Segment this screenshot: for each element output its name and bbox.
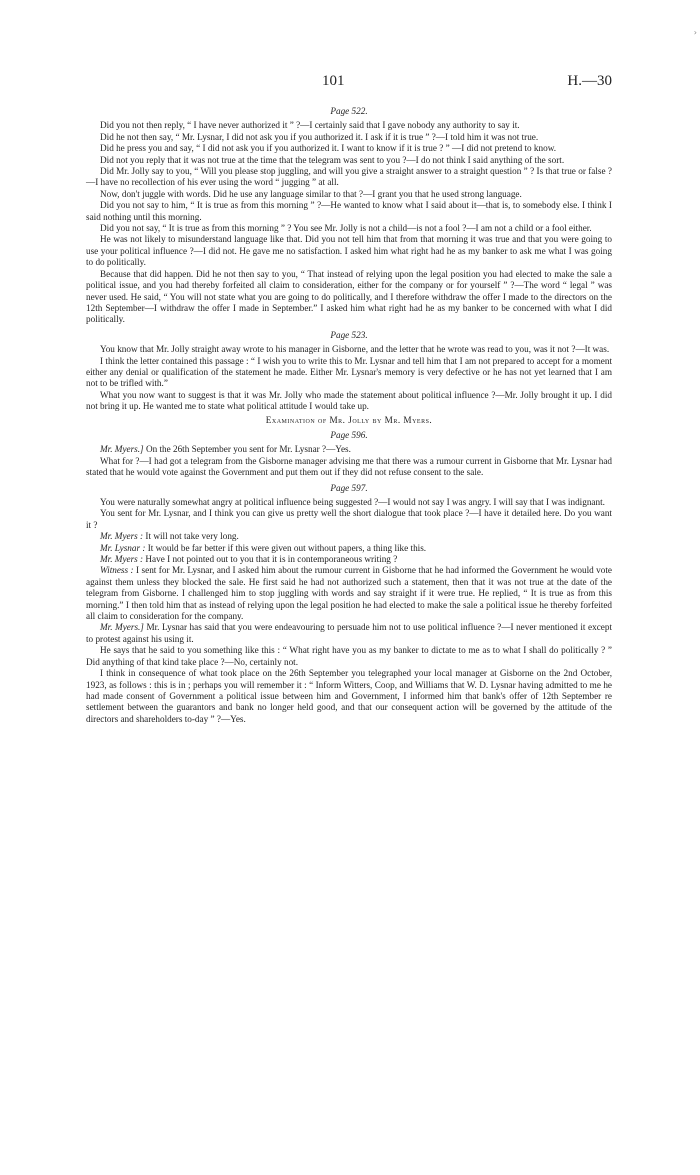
series-number: H.—30: [567, 73, 612, 89]
paragraph: [86, 189, 612, 200]
paragraph-text: It would be far better if this were given out without papers, a thing like this.: [145, 542, 427, 553]
page-reference: Page 522.: [330, 106, 368, 116]
document-body: [86, 106, 612, 725]
speaker-label: Mr. Lysnar :: [100, 542, 146, 553]
paragraph: [86, 565, 612, 622]
paragraph-text: I think the letter contained this passage : “ I wish you to write this to Mr. Lysnar and tell him that I am not prepared to accept for a moment either any denial or qualification of the statement he made. Either Mr. Lysnar's memory is very defective or he has not yet learned that I am not to be trifled with.”: [86, 355, 612, 389]
page-reference: Page 523.: [330, 329, 368, 340]
paragraph: [86, 132, 612, 143]
document-page: [86, 73, 612, 725]
paragraph: [86, 554, 612, 565]
page-reference: Page 597.: [330, 482, 368, 493]
paragraph-text: You sent for Mr. Lysnar, and I think you can give us pretty well the short dialogue that took place ?—I have it detailed here. Do you want it ?: [86, 508, 612, 530]
paragraph: [86, 543, 612, 554]
paragraph-text: Did you not say, “ It is true as from this morning ” ? You see Mr. Jolly is not a child—is not a fool ?—I am not a child or a fool either.: [100, 223, 592, 234]
section: [86, 106, 612, 326]
paragraph-text: Did he press you and say, “ I did not ask you if you authorized it. I want to know if it is true ? ” —I did not pretend to know.: [100, 143, 557, 154]
paragraph: [86, 269, 612, 326]
section: [86, 330, 612, 413]
section: [86, 483, 612, 726]
paragraph: [86, 622, 612, 645]
page-reference: Page 596.: [330, 429, 368, 440]
paragraph: [86, 456, 612, 479]
paragraph: [86, 356, 612, 390]
margin-mark: ›: [693, 28, 697, 37]
paragraph: [86, 645, 612, 668]
paragraph: [86, 143, 612, 154]
paragraph-text: Now, don't juggle with words. Did he use any language similar to that ?—I grant you that he used strong language.: [100, 188, 522, 199]
speaker-label: Mr. Myers :: [100, 554, 144, 565]
paragraph: [86, 344, 612, 355]
paragraph-text: Did you not say to him, “ It is true as from this morning ” ?—He wanted to know what I said about it—that is, to somebody else. I think I said nothing until this morning.: [86, 200, 612, 222]
speaker-label: Mr. Myers :: [100, 531, 144, 542]
paragraph-text: Because that did happen. Did he not then say to you, “ That instead of relying upon the legal position you had elected to make the sale a political issue, and you had thereby forfeited all claim to consideration, either for the company or for yourself ” ?—The word “ legal ” was never used. He said, “ You will not state what you are going to do politically, and I therefore withdraw the offer I made to the directors on the 12th September—I withdraw the offer I made in September.” I asked him what right had he as my banker to be concerned with what I did politically.: [86, 268, 612, 325]
paragraph: [86, 120, 612, 131]
paragraph-text: You were naturally somewhat angry at political influence being suggested ?—I would not say I was angry. I will say that I was indignant.: [100, 497, 605, 507]
paragraph: [86, 444, 612, 455]
paragraph-text: I sent for Mr. Lysnar, and I asked him about the rumour current in Gisborne that he had informed the Government he would vote against them unless they blocked the sale. He first said he had not authorized such a statement, then that it was not true at the date of the telegram from Gisborne. I challenged him to stop juggling with words and say straight if it were true. He replied, “ It is true as from this morning.” I then told him that as instead of relying upon the legal position he had elected to make the sale a political issue he thereby forfeited all claim to consideration for the company.: [86, 565, 612, 622]
paragraph: [86, 508, 612, 531]
section: [86, 415, 612, 479]
paragraph: [86, 166, 612, 189]
paragraph-text: He says that he said to you something like this : “ What right have you as my banker to dictate to me as to what I shall do politically ? ” Did anything of that kind take place ?—No, certainly not.: [86, 645, 612, 667]
paragraph-text: It will not take very long.: [143, 531, 239, 542]
paragraph-text: You know that Mr. Jolly straight away wrote to his manager in Gisborne, and the letter that he wrote was read to you, was it not ?—It was.: [100, 344, 610, 355]
paragraph: [86, 223, 612, 234]
paragraph-text: Did you not then reply, “ I have never authorized it ” ?—I certainly said that I gave nobody any authority to say it.: [100, 120, 520, 131]
paragraph-text: What you now want to suggest is that it was Mr. Jolly who made the statement about political influence ?—Mr. Jolly brought it up. I did not bring it up. He wanted me to state what political attitude I would take up.: [86, 389, 612, 412]
paragraph-text: What for ?—I had got a telegram from the Gisborne manager advising me that there was a rumour current in Gisborne that Mr. Lysnar had stated that he would vote against the Government and put them out if they did not refuse consent to the sale.: [86, 455, 612, 478]
paragraph: [86, 200, 612, 223]
page-header: [86, 73, 612, 102]
paragraph-text: Have I not pointed out to you that it is in contemporaneous writing ?: [143, 554, 398, 565]
speaker-label: Mr. Myers.]: [100, 622, 144, 633]
paragraph: [86, 390, 612, 413]
paragraph-text: Did Mr. Jolly say to you, “ Will you please stop juggling, and will you give a straight answer to a straight question ” ? Is that true or false ?—I have no recollection of his ever using the word “ jugging ” at all.: [86, 166, 612, 188]
paragraph: [86, 234, 612, 268]
section-heading: Examination of Mr. Jolly by Mr. Myers.: [265, 414, 433, 425]
speaker-label: Witness :: [100, 565, 134, 576]
paragraph-text: He was not likely to misunderstand language like that. Did you not tell him that from that morning it was true and that you were going to use your political influence ?—I did not. He gave me no satisfaction. I asked him what right had he as my banker to ask me what I was going to do politically.: [86, 234, 612, 268]
paragraph: [86, 155, 612, 166]
paragraph-text: On the 26th September you sent for Mr. Lysnar ?—Yes.: [143, 444, 351, 455]
paragraph: [86, 531, 612, 542]
page-number: 101: [322, 73, 345, 89]
paragraph: [86, 497, 612, 508]
paragraph-text: Did he not then say, “ Mr. Lysnar, I did not ask you if you authorized it. I ask if it is true ” ?—I told him it was not true.: [100, 131, 539, 142]
paragraph-text: Mr. Lysnar has said that you were endeavouring to persuade him not to use political influence ?—I never mentioned it except to protest against his using it.: [86, 622, 612, 644]
speaker-label: Mr. Myers.]: [100, 444, 144, 455]
paragraph: [86, 668, 612, 725]
paragraph-text: Did not you reply that it was not true at the time that the telegram was sent to you ?—I do not think I said anything of the sort.: [100, 154, 565, 165]
paragraph-text: I think in consequence of what took place on the 26th September you telegraphed your local manager at Gisborne on the 2nd October, 1923, as follows : this is in ; perhaps you will remember it : “ Inform Witters, Coop, and Williams that W. D. Lysnar having admitted to me he had made consent of Government a political issue between him and Government, I informed him that bank's offer of 12th September re settlement between the guarantors and bank no longer held good, and that our consequent action will be governed by the attitude of the directors and shareholders to-day ” ?—Yes.: [86, 668, 612, 724]
